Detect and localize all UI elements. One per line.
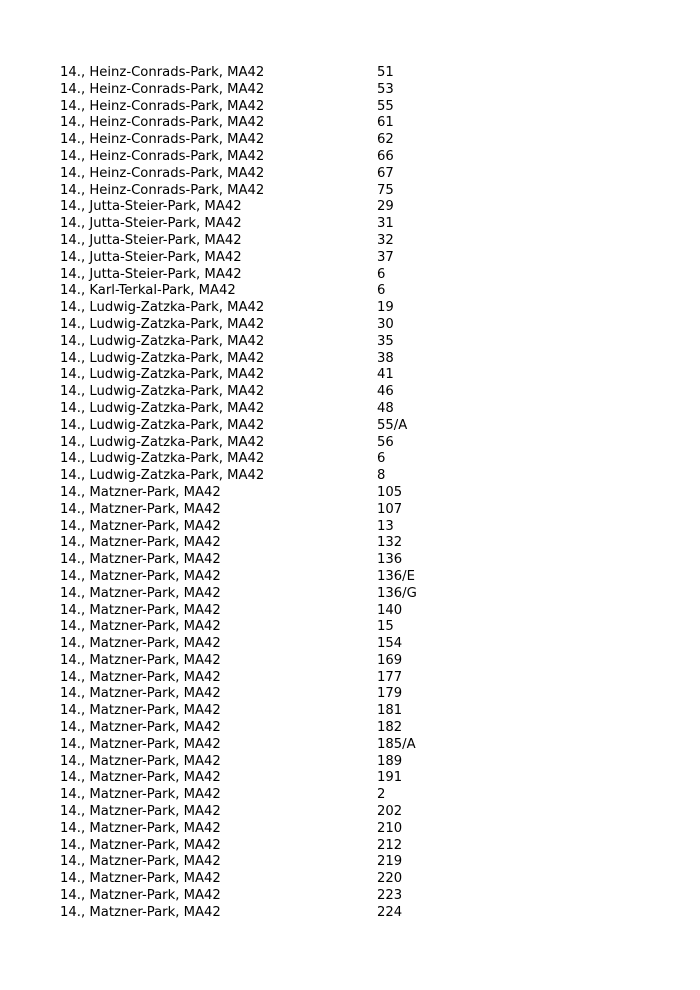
location-number: 46 (377, 384, 394, 400)
location-number: 6 (377, 266, 386, 282)
location-name: 14., Matzner-Park, MA42 (60, 602, 221, 618)
location-name: 14., Jutta-Steier-Park, MA42 (60, 199, 242, 215)
location-name: 14., Ludwig-Zatzka-Park, MA42 (60, 350, 265, 366)
list-item (60, 132, 660, 149)
list-item (60, 720, 660, 737)
location-number: 210 (377, 820, 403, 836)
location-number: 185/A (377, 736, 416, 752)
location-name: 14., Matzner-Park, MA42 (60, 535, 221, 551)
location-number: 132 (377, 535, 403, 551)
list-item (60, 65, 660, 82)
list-item (60, 703, 660, 720)
location-number: 136/E (377, 568, 415, 584)
location-name: 14., Matzner-Park, MA42 (60, 636, 221, 652)
location-name: 14., Matzner-Park, MA42 (60, 904, 221, 920)
location-name: 14., Matzner-Park, MA42 (60, 753, 221, 769)
location-number: 136 (377, 552, 403, 568)
location-name: 14., Matzner-Park, MA42 (60, 703, 221, 719)
location-name: 14., Matzner-Park, MA42 (60, 484, 221, 500)
location-name: 14., Ludwig-Zatzka-Park, MA42 (60, 300, 265, 316)
list-item (60, 149, 660, 166)
location-name: 14., Matzner-Park, MA42 (60, 585, 221, 601)
location-name: 14., Matzner-Park, MA42 (60, 871, 221, 887)
location-number: 6 (377, 451, 386, 467)
location-name: 14., Matzner-Park, MA42 (60, 854, 221, 870)
location-number: 51 (377, 65, 394, 80)
list-item (60, 451, 660, 468)
location-name: 14., Matzner-Park, MA42 (60, 652, 221, 668)
location-number: 55/A (377, 417, 408, 433)
location-name: 14., Matzner-Park, MA42 (60, 804, 221, 820)
location-name: 14., Heinz-Conrads-Park, MA42 (60, 182, 265, 198)
location-name: 14., Matzner-Park, MA42 (60, 888, 221, 904)
list-item (60, 535, 660, 552)
location-number: 191 (377, 770, 403, 786)
location-number: 223 (377, 888, 403, 904)
location-number: 19 (377, 300, 394, 316)
location-number: 53 (377, 81, 394, 97)
list-item (60, 317, 660, 334)
list-item (60, 686, 660, 703)
location-number: 224 (377, 904, 403, 920)
list-item (60, 283, 660, 300)
list-item (60, 552, 660, 569)
location-name: 14., Matzner-Park, MA42 (60, 837, 221, 853)
location-number: 29 (377, 199, 394, 215)
list-item (60, 367, 660, 384)
location-number: 38 (377, 350, 394, 366)
list-item (60, 115, 660, 132)
location-number: 219 (377, 854, 403, 870)
location-number: 31 (377, 216, 394, 232)
location-name: 14., Matzner-Park, MA42 (60, 501, 221, 517)
list-item (60, 838, 660, 855)
location-number: 13 (377, 518, 394, 534)
location-number: 182 (377, 720, 403, 736)
list-item (60, 199, 660, 216)
location-name: 14., Matzner-Park, MA42 (60, 669, 221, 685)
list-item (60, 183, 660, 200)
list-item (60, 250, 660, 267)
location-name: 14., Matzner-Park, MA42 (60, 820, 221, 836)
list-item (60, 435, 660, 452)
location-number: 177 (377, 669, 403, 685)
location-name: 14., Ludwig-Zatzka-Park, MA42 (60, 417, 265, 433)
location-number: 212 (377, 837, 403, 853)
location-name: 14., Ludwig-Zatzka-Park, MA42 (60, 400, 265, 416)
location-name: 14., Matzner-Park, MA42 (60, 736, 221, 752)
location-number: 220 (377, 871, 403, 887)
location-number: 67 (377, 165, 394, 181)
location-number: 32 (377, 232, 394, 248)
list-item (60, 603, 660, 620)
list-item (60, 233, 660, 250)
location-number: 30 (377, 316, 394, 332)
location-name: 14., Heinz-Conrads-Park, MA42 (60, 132, 265, 148)
location-number: 105 (377, 484, 403, 500)
location-name: 14., Ludwig-Zatzka-Park, MA42 (60, 316, 265, 332)
list-item (60, 216, 660, 233)
location-number: 15 (377, 619, 394, 635)
location-name: 14., Heinz-Conrads-Park, MA42 (60, 165, 265, 181)
location-number: 56 (377, 434, 394, 450)
list-item (60, 670, 660, 687)
location-number: 8 (377, 468, 386, 484)
list-item (60, 401, 660, 418)
list-item (60, 787, 660, 804)
list-item (60, 485, 660, 502)
location-name: 14., Ludwig-Zatzka-Park, MA42 (60, 468, 265, 484)
location-number: 37 (377, 249, 394, 265)
location-number: 154 (377, 636, 403, 652)
location-name: 14., Matzner-Park, MA42 (60, 686, 221, 702)
list-item (60, 653, 660, 670)
location-name: 14., Jutta-Steier-Park, MA42 (60, 232, 242, 248)
list-item (60, 300, 660, 317)
location-name: 14., Matzner-Park, MA42 (60, 770, 221, 786)
location-name: 14., Matzner-Park, MA42 (60, 518, 221, 534)
list-item (60, 166, 660, 183)
location-name: 14., Heinz-Conrads-Park, MA42 (60, 115, 265, 131)
list-item (60, 99, 660, 116)
location-number: 136/G (377, 585, 417, 601)
list-item (60, 871, 660, 888)
location-number: 66 (377, 148, 394, 164)
list-item (60, 569, 660, 586)
location-number: 202 (377, 804, 403, 820)
location-name: 14., Jutta-Steier-Park, MA42 (60, 216, 242, 232)
location-name: 14., Ludwig-Zatzka-Park, MA42 (60, 367, 265, 383)
list-item (60, 737, 660, 754)
location-name: 14., Jutta-Steier-Park, MA42 (60, 249, 242, 265)
location-name: 14., Ludwig-Zatzka-Park, MA42 (60, 451, 265, 467)
location-number: 189 (377, 753, 403, 769)
location-number: 2 (377, 787, 386, 803)
location-name: 14., Heinz-Conrads-Park, MA42 (60, 98, 265, 114)
location-name: 14., Ludwig-Zatzka-Park, MA42 (60, 434, 265, 450)
list-item (60, 821, 660, 838)
location-number: 140 (377, 602, 403, 618)
location-number: 181 (377, 703, 403, 719)
location-number: 107 (377, 501, 403, 517)
list-item (60, 770, 660, 787)
location-number: 61 (377, 115, 394, 131)
list-item (60, 502, 660, 519)
list-item (60, 586, 660, 603)
location-number: 179 (377, 686, 403, 702)
location-name: 14., Matzner-Park, MA42 (60, 568, 221, 584)
list-item (60, 804, 660, 821)
location-number: 48 (377, 400, 394, 416)
location-name: 14., Jutta-Steier-Park, MA42 (60, 266, 242, 282)
list-item (60, 351, 660, 368)
list-item (60, 905, 660, 922)
list-item (60, 418, 660, 435)
location-name: 14., Matzner-Park, MA42 (60, 619, 221, 635)
location-name: 14., Heinz-Conrads-Park, MA42 (60, 81, 265, 97)
location-name: 14., Heinz-Conrads-Park, MA42 (60, 65, 265, 80)
list-item (60, 267, 660, 284)
list-item (60, 619, 660, 636)
list-item (60, 519, 660, 536)
location-name: 14., Heinz-Conrads-Park, MA42 (60, 148, 265, 164)
location-number: 41 (377, 367, 394, 383)
list-item (60, 334, 660, 351)
list-item (60, 854, 660, 871)
list-item (60, 468, 660, 485)
location-name: 14., Ludwig-Zatzka-Park, MA42 (60, 333, 265, 349)
list-item (60, 384, 660, 401)
location-list (60, 65, 660, 922)
location-number: 35 (377, 333, 394, 349)
location-name: 14., Ludwig-Zatzka-Park, MA42 (60, 384, 265, 400)
location-number: 6 (377, 283, 386, 299)
list-item (60, 82, 660, 99)
list-item (60, 754, 660, 771)
location-name: 14., Matzner-Park, MA42 (60, 720, 221, 736)
list-item (60, 888, 660, 905)
location-number: 62 (377, 132, 394, 148)
location-name: 14., Matzner-Park, MA42 (60, 787, 221, 803)
location-number: 75 (377, 182, 394, 198)
location-number: 169 (377, 652, 403, 668)
list-item (60, 636, 660, 653)
location-number: 55 (377, 98, 394, 114)
location-name: 14., Karl-Terkal-Park, MA42 (60, 283, 236, 299)
location-name: 14., Matzner-Park, MA42 (60, 552, 221, 568)
